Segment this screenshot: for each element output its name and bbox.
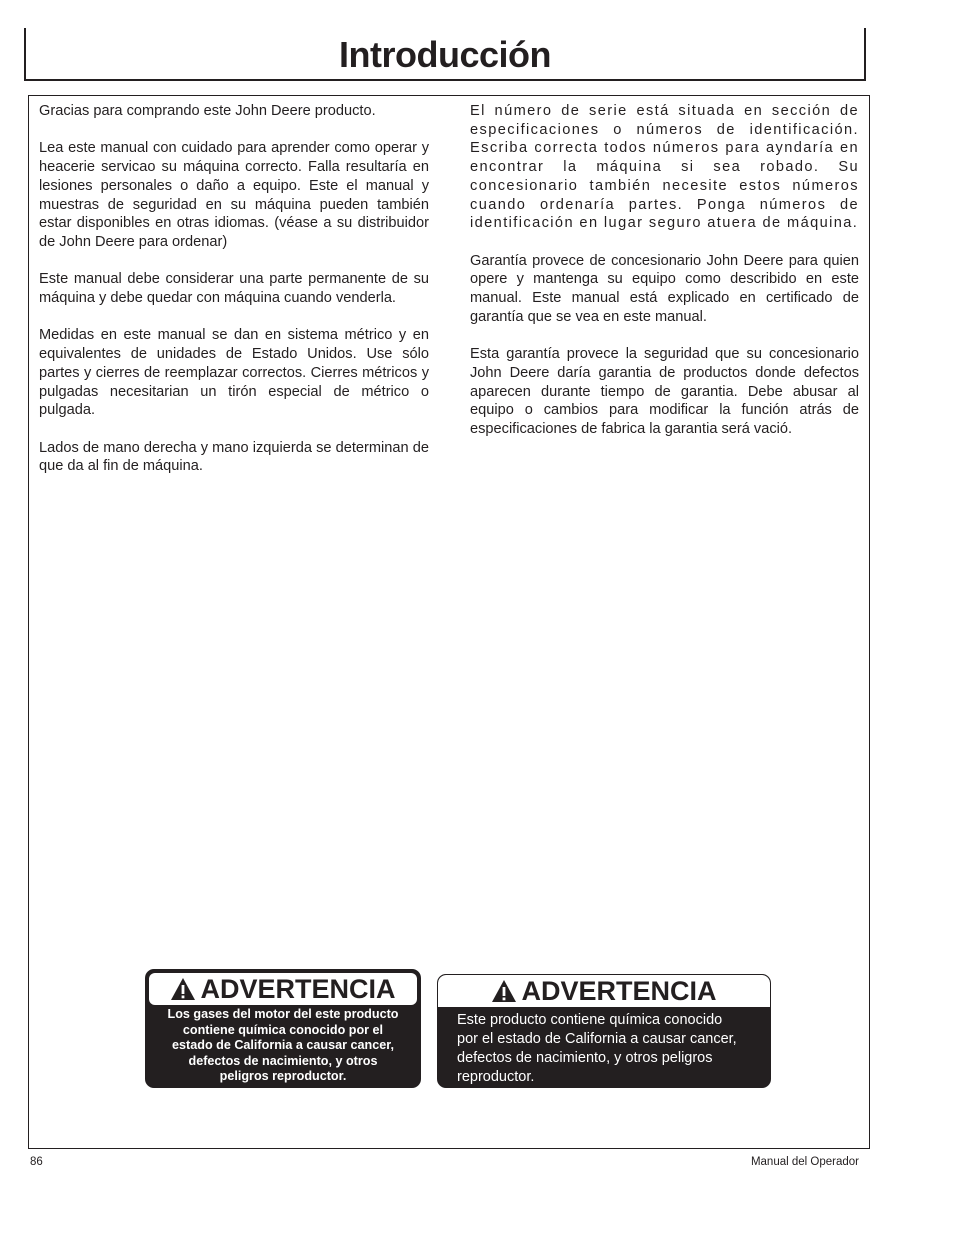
paragraph: Medidas en este manual se dan en sistema métrico y en equivalentes de unidades de Estado Unidos. Use sólo partes y cierres de reemplazar correctos. Cierres métricos y pulgadas necesitarian un tirón especial de métrico o pulgada. xyxy=(39,327,429,419)
warning-heading xyxy=(149,973,417,1005)
title-bar xyxy=(24,28,866,81)
warning-label-engine-exhaust xyxy=(145,969,421,1088)
warning-line: defectos de nacimiento, y otros peligros xyxy=(457,1050,713,1066)
warning-body xyxy=(438,1007,770,1087)
warning-line: defectos de nacimiento, y otros xyxy=(188,1053,378,1068)
warning-line: contiene química conocido por el xyxy=(182,1022,384,1037)
manual-title: Manual del Operador xyxy=(750,1156,859,1168)
warning-line: estado de California a causar cancer, xyxy=(172,1038,394,1053)
warning-line: Este producto contiene química conocido xyxy=(457,1012,723,1028)
paragraph: Lados de mano derecha y mano izquierda se determinan de que da al fin de máquina. xyxy=(39,439,429,475)
page-number: 86 xyxy=(30,1156,43,1168)
paragraph: Este manual debe considerar una parte permanente de su máquina y debe quedar con máquina cuando venderla. xyxy=(39,271,429,306)
warning-line: Los gases del motor del este producto xyxy=(167,1007,399,1021)
paragraph: Lea este manual con cuidado para aprender como operar y heacerie servicao su máquina correcto. Falla resultaría en lesiones personales o daño a equipo. Este el manual y muestras de seguridad en su máquina pueden también estar disponibles en otras idiomas. (véase a su distribuidor de John Deere para ordenar) xyxy=(39,140,429,250)
warning-line: peligros reproductor. xyxy=(219,1069,347,1084)
right-column xyxy=(470,102,859,457)
warning-line: por el estado de California a causar cancer, xyxy=(457,1031,737,1047)
paragraph: El número de serie está situada en sección de especificaciones o números de identificación. Escriba correcta todos números para ayndaría en encontrar la máquina si sea robado. Su concesionario también necesite estos números cuando ordenaría partes. Ponga números de identificación en lugar seguro atuera de máquina. xyxy=(470,103,859,232)
warning-line: reproductor. xyxy=(457,1069,535,1085)
paragraph: Gracias para comprando este John Deere producto. xyxy=(39,103,376,119)
warning-heading xyxy=(438,975,770,1007)
warning-heading-text: ADVERTENCIA xyxy=(521,975,717,1006)
warning-triangle-icon xyxy=(491,979,517,1003)
paragraph: Esta garantía provece la seguridad que su concesionario John Deere daría garantia de productos donde defectos aparecen durante tiempo de garantia. Debe abusar al equipo o cambios para modificar la función atrás de especificaciones de fabrica la garantia será vació. xyxy=(470,346,859,437)
warning-body xyxy=(146,1005,420,1085)
left-column xyxy=(39,102,429,495)
warning-heading-text: ADVERTENCIA xyxy=(200,973,396,1004)
paragraph: Garantía provece de concesionario John Deere para quien opere y mantenga su equipo como describido en este manual. Este manual está explicado en certificado de garantía que se vea en este manual. xyxy=(470,252,859,325)
page-title: Introducción xyxy=(339,34,551,75)
warning-triangle-icon xyxy=(170,977,196,1001)
warning-label-product xyxy=(437,974,771,1088)
